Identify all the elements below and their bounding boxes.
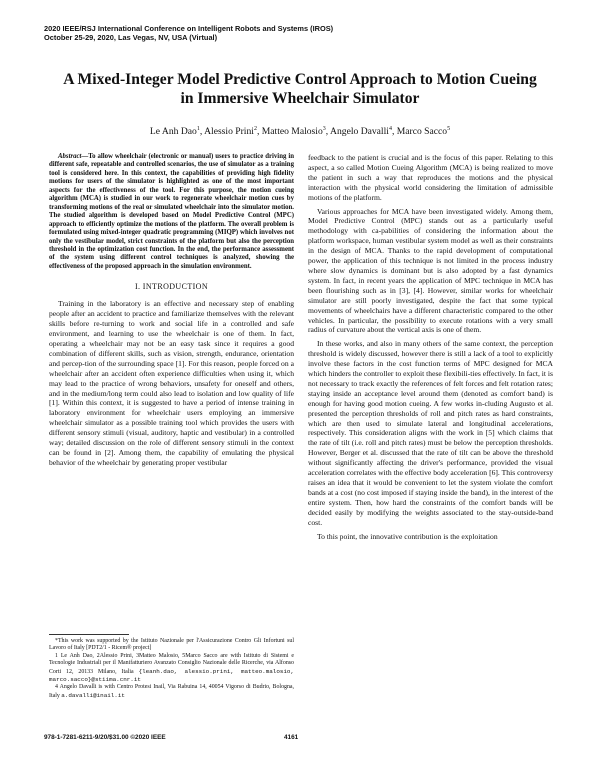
body-paragraph: In these works, and also in many others of the same context, the perception threshold is widely discussed, however there is still a lack of a tool to explicitly involve these factors in the cost function terms of MPC designed for MCA which hinders the controller to exploit these flexibili-ties effectively. In fact, it is not necessary to track exactly the references of felt forces and felt rotation rates; staying inside an acceptance level around them (denoted as comfort band) is enough for having good motion cueing. A few works in-cluding Augusto et al. presented the perception thresholds of roll and pitch rates as hard constraints, which are then used to simulate lateral and longitudinal accelerations, respectively. This consideration aligns with the work in [5] which claims that the rate of tilt (i.e. roll and pitch rates) must be below the perception thresholds. However, Berger et al. discussed that the rate of tilt can be above the threshold without significantly affecting the driver's performance, provided the visual acceleration correlates with the effective body acceleration [6]. This controversy raises an idea that it would be convenient to let the system violate the comfort bands at a cost (no cost imposed if staying inside the band), in the interest of the entire system. Then, how hard the constraints of the comfort bands will be decided easily by modifying the weights associated to the stay-outside-band cost. [308, 339, 553, 527]
author-name: Marco Sacco [396, 126, 448, 138]
footnote-affiliation-1-5 [49, 653, 294, 685]
abstract [49, 153, 294, 271]
conference-name: 2020 IEEE/RSJ International Conference on Intelligent Robots and Systems (IROS) [44, 24, 334, 33]
affiliation-text: 1 Le Anh Dao, 2Alessio Prini, 3Matteo Malosio, 5Marco Sacco are with Istituto di Sistemi e Tecnologie Industriali per il Manifatturiero Avanzato Consiglio Nazionale delle Ricerche, via Alfonso Corti 12, 20133 Milano, Italia [49, 652, 294, 675]
author-affiliation-mark: 3 [322, 126, 326, 132]
author-name: Angelo Davalli [330, 126, 389, 138]
footnotes [49, 634, 294, 700]
title-line-1: A Mixed-Integer Model Predictive Control Approach to Motion Cueing [63, 71, 537, 88]
conference-dates: October 25-29, 2020, Las Vegas, NV, USA (Virtual) [44, 33, 218, 43]
page-footer [44, 734, 564, 744]
body-paragraph: To this point, the innovative contribution is the exploitation [317, 531, 498, 541]
footnote-affiliation-4 [49, 684, 294, 700]
author-affiliation-mark: 2 [253, 126, 257, 132]
section-heading-introduction: I. INTRODUCTION [134, 282, 209, 292]
copyright-notice: 978-1-7281-6211-9/20/$31.00 ©2020 IEEE [44, 734, 166, 741]
abstract-body: —To allow wheelchair (electronic or manual) users to practice driving in different safe, repeatable and controlled scenarios, the use of simulator as a training tool is considered here. In this context, the capabilities of providing high fidelity motions for users of the simulator is highlighted as one of the most important aspects for the effectiveness of the tool. For this purpose, the motion cueing algorithm (MCA) is studied in our work to regenerate wheelchair motion cues by transforming motions of the real or simulated wheelchair into the simulator motion. The studied algorithm is developed based on Model Predictive Control (MPC) approach to efficiently optimize the motions of the platform. The overall problem is formulated using mixed-integer quadratic programming (MIQP) which involves not only the vestibular model, strict constraints of the platform but also the perception threshold in the optimization cost function. In the end, the performance assessment of the system using different control techniques is analyzed, showing the effectiveness of the proposed approach in the simulation environment. [49, 153, 294, 270]
footnote-divider [49, 634, 129, 635]
page-number: 4161 [284, 734, 299, 741]
author-emails: {leanh.dao, alessio.prini, matteo.malosio, marco.sacco}@stiima.cnr.it [49, 667, 294, 684]
author-list: Le Anh Dao$^1$, Alessio Prini$^2$, Matteo Malosio$^3$, Angelo Davalli$^4$, Marco Sacco$^5$ [149, 126, 451, 138]
author-affiliation-mark: 5 [447, 126, 451, 132]
author-name: Matteo Malosio [261, 126, 323, 138]
author-email: a.davalli@inail.it [61, 691, 125, 699]
author-name: Alessio Prini [204, 126, 254, 138]
author-affiliation-mark: 4 [388, 126, 392, 132]
author-name: Le Anh Dao [149, 126, 197, 138]
title-line-2: in Immersive Wheelchair Simulator [180, 90, 420, 107]
author-affiliation-mark: 1 [196, 126, 200, 132]
paper-title [40, 70, 560, 108]
left-column [49, 153, 294, 468]
right-column [308, 153, 553, 541]
footnote-support: *This work was supported by the Istituto Nazionale per l'Assicurazione Contro Gli Infortuni sul Lavoro of Italy [PDT2/1 - Ricem® project] [49, 638, 294, 652]
body-paragraph: Training in the laboratory is an effective and necessary step of enabling people after an accident to practice and familiarize themselves with the relevant skills before re-turning to work and social life in a controlled and safe environment, and learning to use the wheelchair is one of them. In fact, operating a wheelchair may not be an easy task since it requires a good combination of different skills, such as vision, strength, endurance, orientation and percep-tion of the surrounding space [1]. For this reason, people forced on a wheelchair after an accident often experience difficulties when using it, which may lead to the practice of wrong behaviors, unsafety for oneself and others, and in the medium/long term could also lead to isolation and low quality of life [1]. Within this context, it is suggested to have a period of intense training in laboratory environment for wheelchair users employing an immersive wheelchair simulator as a possible training tool which provides the users with different sensory stimuli (visual, auditory, haptic and vestibular) in a controlled way; detailed discussion on the role of different sensory stimuli in the context can be found in [2]. Among them, the capability of emulating the physical behavior of the wheelchair by generating proper vestibular [49, 299, 294, 467]
body-paragraph: feedback to the patient is crucial and is the focus of this paper. Relating to this aspect, a so called Motion Cueing Algorithm (MCA) is being realized to move the patient in such a way that reproduces the motions and the physical interaction with the physical world considering the limitation of admissible motions of the platform. [308, 153, 553, 202]
conference-header [44, 24, 564, 42]
affiliation-text: 4 Angelo Davalli is with Centro Protesi Inail, Via Rabuina 14, 40054 Vigorso di Budrio, Bologna, Italy [49, 684, 294, 699]
abstract-label: Abstract [58, 153, 82, 160]
body-paragraph: Various approaches for MCA have been investigated widely. Among them, Model Predictive Control (MPC) stands out as a particularly useful methodology with ca-pabilities of considering the information about the platform workspace, human vestibular system model as well as their constraints in the design of MCA. Thanks to the rapid development of computational power, the application of this technique is not limited in the process industry where slow dynamics is dominant but is also adopted by a fast dynamics system. In fact, in recent years the application of MPC technique in MCA has been flourishing such as in [3], [4]. However, similar works for wheelchair simulator are still poorly investigated, despite the fact that some typical movements of wheelchairs have a different characteristic compared to the other vehicles. In particular, the possibility to execute rotations with a very small radius of curvature about the vertical axis is one of them. [308, 206, 553, 335]
